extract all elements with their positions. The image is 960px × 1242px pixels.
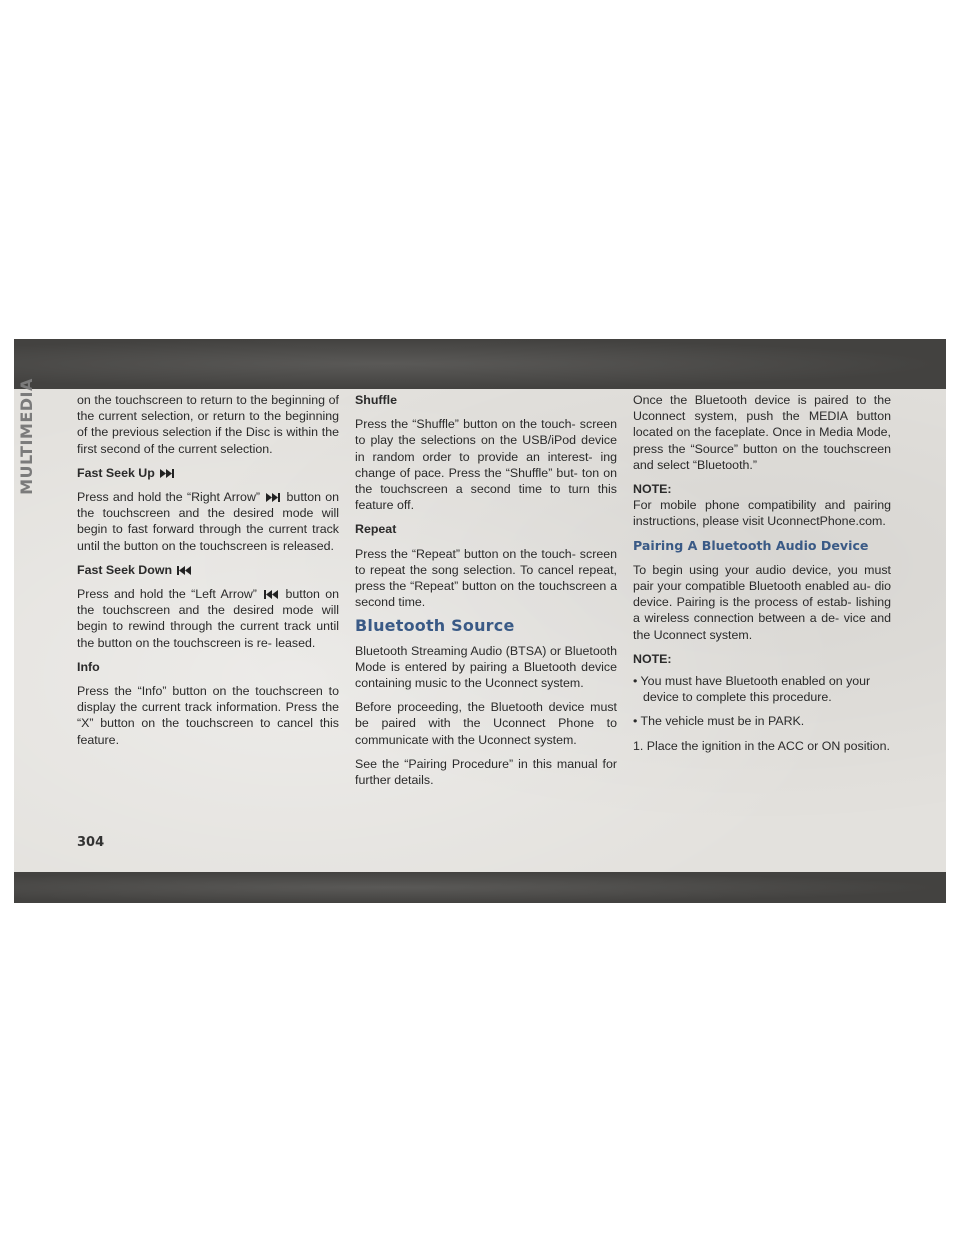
info-title: Info bbox=[77, 659, 100, 674]
rewind-icon bbox=[264, 590, 278, 599]
info-text: Press the “Info” button on the touchscreen to display the current track information. Press the “X” button on the touchscreen to cancel this feature. bbox=[77, 684, 339, 747]
fast-seek-up-title: Fast Seek Up bbox=[77, 465, 339, 481]
bluetooth-paragraph-1: Bluetooth Streaming Audio (BTSA) or Bluetooth Mode is entered by pairing a Bluetooth device containing music to the Uconnect system. bbox=[355, 643, 617, 691]
fast-seek-down-text: Press and hold the “Left Arrow” button on the touchscreen and the desired mode will begin to rewind through the current track until the button on the touchscreen is re- leased. bbox=[77, 587, 339, 650]
column-1 bbox=[77, 392, 339, 756]
bluetooth-source-heading: Bluetooth Source bbox=[355, 616, 515, 636]
manual-page bbox=[14, 339, 946, 903]
section-tab-label: MULTIMEDIA bbox=[16, 377, 36, 495]
list-item: 1. Place the ignition in the ACC or ON position. bbox=[633, 738, 890, 753]
bluetooth-paragraph-3: See the “Pairing Procedure” in this manual for further details. bbox=[355, 756, 617, 788]
page-number: 304 bbox=[77, 835, 105, 850]
repeat-text: Press the “Repeat” button on the touch- screen to repeat the song selection. To cancel repeat, press the “Repeat” button on the touchscreen a second time. bbox=[355, 546, 617, 610]
column-3 bbox=[633, 392, 891, 762]
note-label: NOTE: bbox=[633, 482, 672, 497]
shuffle-text: Press the “Shuffle” button on the touch- screen to play the selections on the USB/iPod device in random order to provide an interest- ing change of pace. Press the “Shuffle” but- ton on the touchscreen a second time to turn this feature off. bbox=[355, 417, 617, 513]
column-2 bbox=[355, 392, 617, 796]
repeat-title: Repeat bbox=[355, 522, 397, 537]
rewind-icon bbox=[177, 566, 191, 575]
note-text: For mobile phone compatibility and pairing instructions, please visit UconnectPhone.com. bbox=[633, 498, 891, 529]
fast-seek-down-title: Fast Seek Down bbox=[77, 562, 339, 578]
fast-seek-up-text: Press and hold the “Right Arrow” button on the touchscreen and the desired mode will begin to fast forward through the current track until the button on the touchscreen is released. bbox=[77, 490, 339, 553]
shuffle-title: Shuffle bbox=[355, 393, 397, 407]
bluetooth-paragraph-2: Before proceeding, the Bluetooth device must be paired with the Uconnect Phone to communicate with the Uconnect system. bbox=[355, 700, 617, 747]
note-label: NOTE: bbox=[633, 651, 672, 666]
pairing-heading: Pairing A Bluetooth Audio Device bbox=[633, 537, 869, 553]
media-mode-paragraph: Once the Bluetooth device is paired to the Uconnect system, push the MEDIA button located on the faceplate. Once in Media Mode, press the “Source” button on the touchscreen and select “Bluetooth.” bbox=[633, 393, 891, 472]
list-item: • You must have Bluetooth enabled on your device to complete this procedure. bbox=[633, 674, 871, 705]
fast-forward-icon bbox=[266, 493, 280, 502]
pairing-text: To begin using your audio device, you must pair your compatible Bluetooth enabled au- dio device. Pairing is the process of estab- lishing a wireless connection between a de- vice and the Uconnect system. bbox=[633, 562, 891, 642]
list-item: • The vehicle must be in PARK. bbox=[633, 714, 805, 729]
fast-forward-icon bbox=[160, 469, 174, 478]
header-band bbox=[14, 339, 946, 389]
section-tab bbox=[14, 377, 39, 495]
intro-paragraph: on the touchscreen to return to the beginning of the current selection, or return to the beginning of the previous selection if the Disc is within the first second of the current selection. bbox=[77, 393, 339, 456]
footer-band bbox=[14, 872, 946, 903]
